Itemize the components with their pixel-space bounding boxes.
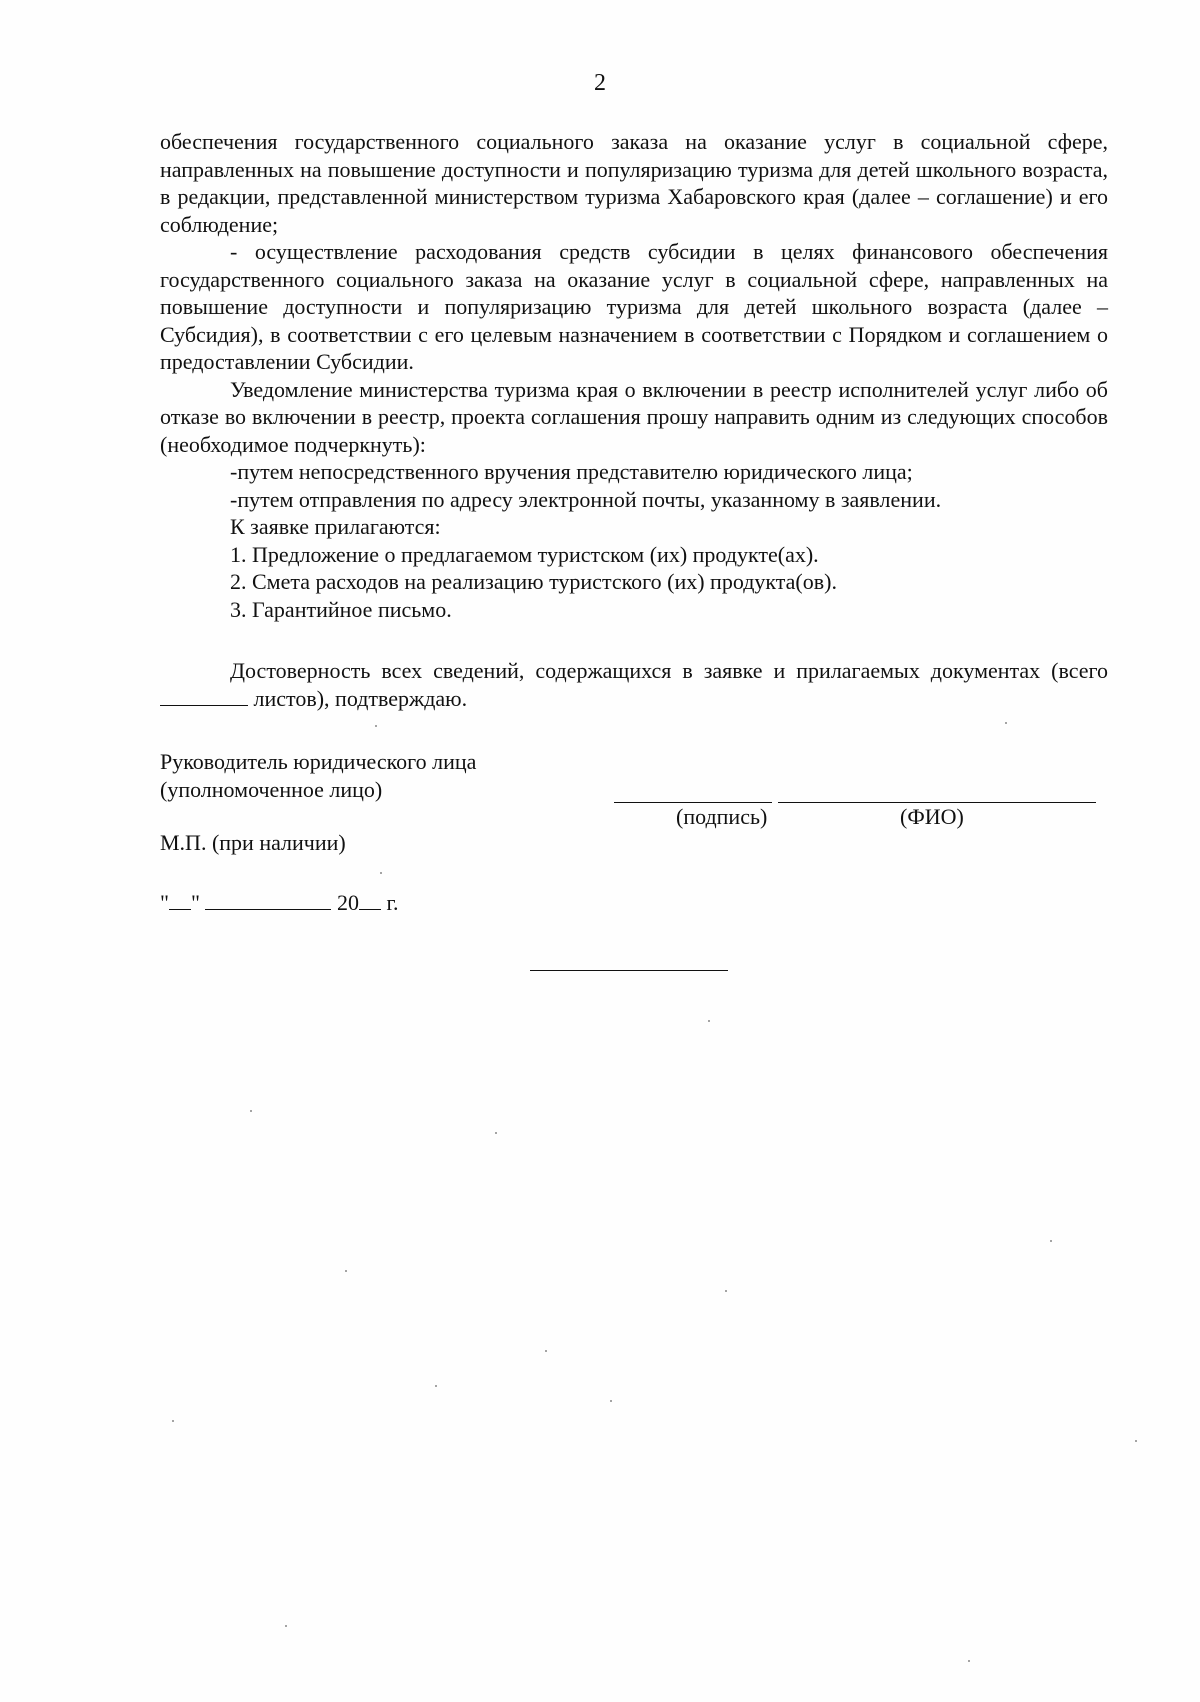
paragraph-subsidy: - осуществление расходования средств субсидии в целях финансового обеспечения государственного социального заказа на оказание услуг в социальной сфере, направленных на повышение доступности и популяризацию туризма для детей школьного возраста (далее – Субсидия), в соответствии с его целевым назначением в соответствии с Порядком и соглашением о предоставлении Субсидии. [160, 239, 1108, 374]
delivery-option-email: -путем отправления по адресу электронной почты, указанному в заявлении. [230, 486, 942, 512]
scan-speck [285, 1625, 287, 1627]
name-blank-line [778, 802, 1096, 803]
day-blank [169, 891, 191, 910]
delivery-option-in-person: -путем непосредственного вручения представителю юридического лица; [230, 459, 913, 484]
paragraph-confirmation [160, 657, 1108, 712]
attachments-heading: К заявке прилагаются: [230, 514, 441, 539]
scan-speck [1005, 722, 1007, 724]
scan-speck [610, 1400, 612, 1402]
signatory-role-line2: (уполномоченное лицо) [160, 777, 383, 802]
paragraph-notification: Уведомление министерства туризма края о включении в реестр исполнителей услуг либо об отказе во включении в реестр, проекта соглашения прошу направить одним из следующих способов (необходимое подчеркнуть): [160, 376, 1108, 457]
scan-speck [968, 1660, 970, 1662]
document-body [160, 128, 1108, 712]
scan-speck [435, 1385, 437, 1387]
scan-speck [495, 1132, 497, 1134]
attachment-item: 1. Предложение о предлагаемом туристском (их) продукте(ах). [230, 541, 819, 567]
name-caption: (ФИО) [900, 804, 964, 829]
signature-caption: (подпись) [676, 804, 768, 829]
sheet-count-blank [160, 687, 248, 706]
stamp-place: М.П. (при наличии) [160, 830, 346, 855]
signatory-role-line1: Руководитель юридического лица [160, 749, 477, 774]
date-quote-close: " [190, 890, 200, 915]
attachment-item: 3. Гарантийное письмо. [230, 596, 452, 622]
scan-speck [250, 1110, 252, 1112]
confirmation-text-end: листов), подтверждаю. [253, 685, 468, 711]
month-blank [205, 891, 331, 910]
year-prefix: 20 [336, 890, 359, 915]
paragraph-agreement: обеспечения государственного социального заказа на оказание услуг в социальной сфере, направленных на повышение доступности и популяризацию туризма для детей школьного возраста, в редакции, представленной министерством туризма Хабаровского края (далее – соглашение) и его соблюдение; [160, 129, 1108, 237]
scan-speck [545, 1350, 547, 1352]
document-end-rule [530, 970, 728, 971]
year-blank [359, 891, 381, 910]
scan-speck [1135, 1440, 1137, 1442]
scan-speck [725, 1290, 727, 1292]
page-number: 2 [594, 70, 606, 96]
date-quote-open: " [160, 890, 169, 915]
scan-speck [172, 1420, 174, 1422]
spacer [160, 623, 1108, 657]
scan-speck [375, 725, 377, 727]
scan-speck [1050, 1240, 1052, 1242]
scan-speck [708, 1020, 710, 1022]
year-suffix: г. [386, 890, 399, 915]
scan-speck [380, 872, 382, 874]
signatory-role [160, 748, 476, 804]
confirmation-text-start: Достоверность всех сведений, содержащихся в заявке и прилагаемых документах (всего [230, 658, 1108, 683]
signature-blank-line [614, 802, 772, 803]
scan-speck [345, 1270, 347, 1272]
date-line [160, 890, 399, 916]
attachment-item: 2. Смета расходов на реализацию туристского (их) продукта(ов). [230, 569, 837, 594]
